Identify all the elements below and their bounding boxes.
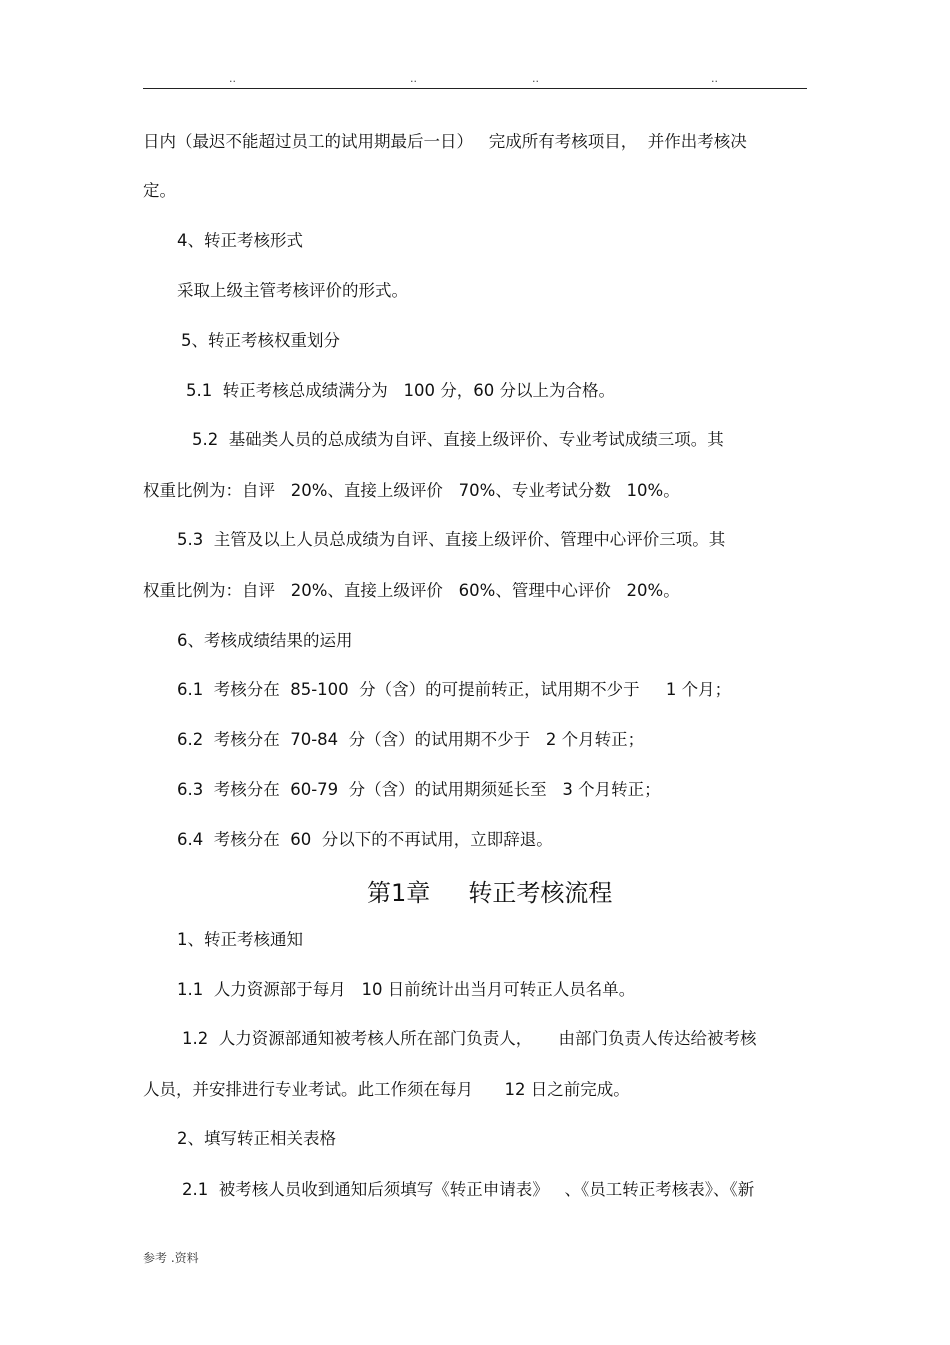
header-dots-3: .. [532, 72, 539, 85]
paragraph-line: 采取上级主管考核评价的形式。 [177, 281, 408, 300]
chapter-title: 第1章 转正考核流程 [367, 879, 613, 907]
section-heading: 2、填写转正相关表格 [177, 1129, 336, 1148]
paragraph-line: 5.2 基础类人员的总成绩为自评、直接上级评价、专业考试成绩三项。其 [192, 430, 724, 449]
paragraph-line: 权重比例为：自评 20%、直接上级评价 70%、专业考试分数 10%。 [143, 481, 680, 500]
paragraph-line: 6.3 考核分在 60-79 分（含）的试用期须延长至 3 个月转正； [177, 780, 661, 799]
paragraph-line: 2.1 被考核人员收到通知后须填写《转正申请表》 、《员工转正考核表》、《新 [182, 1180, 755, 1199]
paragraph-line: 1.2 人力资源部通知被考核人所在部门负责人， 由部门负责人传达给被考核 [182, 1029, 757, 1048]
paragraph-line: 权重比例为：自评 20%、直接上级评价 60%、管理中心评价 20%。 [143, 581, 680, 600]
header-dots-2: .. [410, 72, 417, 85]
section-heading: 6、考核成绩结果的运用 [177, 631, 353, 650]
paragraph-line: 6.1 考核分在 85-100 分（含）的可提前转正，试用期不少于 1 个月； [177, 680, 732, 699]
section-heading: 4、转正考核形式 [177, 231, 303, 250]
paragraph-line: 5.3 主管及以上人员总成绩为自评、直接上级评价、管理中心评价三项。其 [177, 530, 726, 549]
header-rule [143, 88, 807, 89]
paragraph-line: 日内（最迟不能超过员工的试用期最后一日） 完成所有考核项目， 并作出考核决 [143, 132, 747, 151]
page-footer: 参考 .资料 [143, 1251, 199, 1265]
header-dots-4: .. [711, 72, 718, 85]
section-heading: 5、转正考核权重划分 [181, 331, 340, 350]
paragraph-line: 6.2 考核分在 70-84 分（含）的试用期不少于 2 个月转正； [177, 730, 645, 749]
paragraph-line: 6.4 考核分在 60 分以下的不再试用，立即辞退。 [177, 830, 553, 849]
paragraph-line: 人员，并安排进行专业考试。此工作须在每月 12 日之前完成。 [143, 1080, 630, 1099]
header-dots-1: .. [229, 72, 236, 85]
paragraph-line: 5.1 转正考核总成绩满分为 100 分，60 分以上为合格。 [186, 381, 615, 400]
section-heading: 1、转正考核通知 [177, 930, 303, 949]
paragraph-line: 1.1 人力资源部于每月 10 日前统计出当月可转正人员名单。 [177, 980, 636, 999]
paragraph-line: 定。 [143, 181, 176, 200]
